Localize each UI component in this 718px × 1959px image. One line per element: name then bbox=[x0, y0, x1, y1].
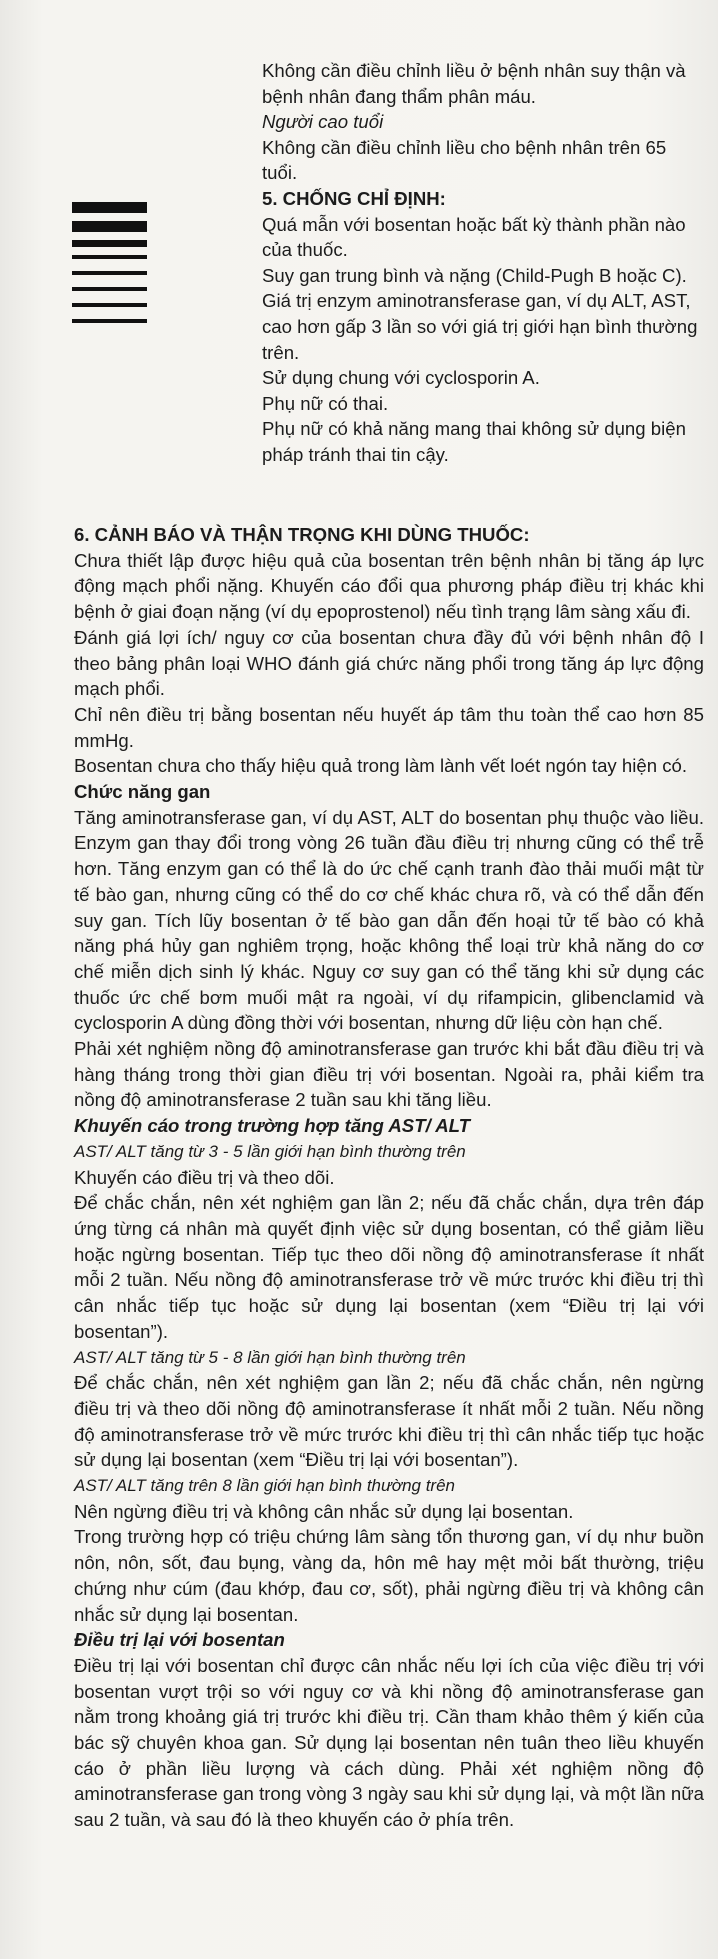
section5-title: 5. CHỐNG CHỈ ĐỊNH: bbox=[262, 187, 446, 209]
contraindication-item: Giá trị enzym aminotransferase gan, ví dụ ALT, AST, cao hơn gấp 3 lần so với giá trị giới hạn bình thường trên. bbox=[262, 290, 698, 363]
contraindication-item: Phụ nữ có thai. bbox=[262, 392, 389, 414]
marker-bar bbox=[72, 271, 147, 275]
paragraph: Trong trường hợp có triệu chứng lâm sàng tổn thương gan, ví dụ như buồn nôn, nôn, sốt, đau bụng, vàng da, hôn mê hay mệt mỏi bất thường, triệu chứng như cúm (đau khớp, đau cơ, sốt), phải ngừng điều trị và không cân nhắc sử dụng lại bosentan. bbox=[74, 1526, 704, 1625]
paragraph: Chỉ nên điều trị bằng bosentan nếu huyết áp tâm thu toàn thể cao hơn 85 mmHg. bbox=[74, 703, 704, 751]
subheading: AST/ ALT tăng từ 5 - 8 lần giới hạn bình thường trên bbox=[74, 1347, 466, 1367]
retreatment-heading: Điều trị lại với bosentan bbox=[74, 1629, 285, 1651]
marker-bar bbox=[72, 240, 147, 247]
paragraph: Khuyến cáo điều trị và theo dõi. bbox=[74, 1166, 335, 1188]
dosage-and-contraindications-block bbox=[262, 58, 702, 468]
paragraph: Nên ngừng điều trị và không cân nhắc sử dụng lại bosentan. bbox=[74, 1500, 574, 1522]
liver-function-heading: Chức năng gan bbox=[74, 781, 211, 803]
marker-bar bbox=[72, 287, 147, 291]
edge-marker-bars bbox=[72, 202, 147, 335]
paragraph: Để chắc chắn, nên xét nghiệm gan lần 2; nếu đã chắc chắn, nên ngừng điều trị và theo dõi nồng độ aminotransferase ít nhất mỗi 2 tuần. Nếu nồng độ aminotransferase trở về mức trước khi điều trị thì cân nhắc tiếp tục hoặc sử dụng lại bosentan (xem “Điều trị lại với bosentan”). bbox=[74, 1372, 704, 1471]
elderly-heading: Người cao tuổi bbox=[262, 111, 384, 133]
elderly-text: Không cần điều chỉnh liều cho bệnh nhân trên 65 tuổi. bbox=[262, 136, 667, 184]
marker-bar bbox=[72, 303, 147, 307]
recommendation-heading: Khuyến cáo trong trường hợp tăng AST/ ALT bbox=[74, 1115, 470, 1137]
section6-title: 6. CẢNH BÁO VÀ THẬN TRỌNG KHI DÙNG THUỐC: bbox=[74, 524, 530, 545]
contraindication-item: Phụ nữ có khả năng mang thai không sử dụng biện pháp tránh thai tin cậy. bbox=[262, 418, 686, 465]
paragraph: Phải xét nghiệm nồng độ aminotransferase gan trước khi bắt đầu điều trị và hàng tháng trong thời gian điều trị với bosentan. Ngoài ra, phải kiểm tra nồng độ aminotransferase 2 tuần sau khi tăng liều. bbox=[74, 1038, 704, 1111]
paragraph: Đánh giá lợi ích/ nguy cơ của bosentan chưa đầy đủ với bệnh nhân độ I theo bảng phân loại WHO đánh giá chức năng phổi trong tăng áp lực động mạch phổi. bbox=[74, 626, 704, 700]
section6-warnings bbox=[74, 522, 704, 1833]
subheading: AST/ ALT tăng từ 3 - 5 lần giới hạn bình thường trên bbox=[74, 1141, 466, 1161]
paragraph: Để chắc chắn, nên xét nghiệm gan lần 2; nếu đã chắc chắn, dựa trên đáp ứng từng cá nhân mà quyết định việc sử dụng bosentan, có thể giảm liều hoặc ngừng bosentan. Tiếp tục theo dõi nồng độ aminotransferase ít nhất mỗi 2 tuần. Nếu nồng độ aminotransferase trở về mức trước khi điều trị thì cân nhắc tiếp tục hoặc sử dụng lại bosentan (xem “Điều trị lại với bosentan”). bbox=[74, 1192, 704, 1342]
subheading: AST/ ALT tăng trên 8 lần giới hạn bình thường trên bbox=[74, 1476, 455, 1496]
paragraph: Chưa thiết lập được hiệu quả của bosentan trên bệnh nhân bị tăng áp lực động mạch phổi nặng. Khuyến cáo đổi qua phương pháp điều trị khác khi bệnh ở giai đoạn nặng (ví dụ epoprostenol) nếu tình trạng lâm sàng xấu đi. bbox=[74, 549, 704, 623]
renal-text: Không cần điều chỉnh liều ở bệnh nhân suy thận và bệnh nhân đang thẩm phân máu. bbox=[262, 60, 686, 107]
marker-bar bbox=[72, 255, 147, 259]
paragraph: Tăng aminotransferase gan, ví dụ AST, ALT do bosentan phụ thuộc vào liều. Enzym gan thay đổi trong vòng 26 tuần đầu điều trị nhưng cũng có thể trễ hơn. Tăng enzym gan có thể là do ức chế cạnh tranh đào thải muối mật từ tế bào gan, nhưng cũng có thể do cơ chế khác chưa rõ, và có thể dẫn đến suy gan. Tích lũy bosentan ở tế bào gan dẫn đến hoại tử tế bào có khả năng phá hủy gan nghiêm trọng, hoặc không thể loại trừ khả năng do cơ chế miễn dịch sinh lý khác. Nguy cơ suy gan có thể tăng khi sử dụng các thuốc ức chế bơm muối mật ra ngoài, ví dụ rifampicin, glibenclamid và cyclosporin A dùng đồng thời với bosentan, nhưng dữ liệu còn hạn chế. bbox=[74, 806, 704, 1034]
contraindication-item: Quá mẫn với bosentan hoặc bất kỳ thành phần nào của thuốc. bbox=[262, 213, 686, 261]
contraindication-item: Sử dụng chung với cyclosporin A. bbox=[262, 367, 540, 389]
marker-bar bbox=[72, 221, 147, 232]
marker-bar bbox=[72, 319, 147, 323]
marker-bar bbox=[72, 202, 147, 213]
contraindication-item: Suy gan trung bình và nặng (Child-Pugh B hoặc C). bbox=[262, 264, 687, 286]
paragraph: Điều trị lại với bosentan chỉ được cân nhắc nếu lợi ích của việc điều trị với bosentan vượt trội so với nguy cơ và khi nồng độ aminotransferase gan nằm trong khoảng giá trị trước khi điều trị. Cần tham khảo thêm ý kiến của bác sỹ chuyên khoa gan. Sử dụng lại bosentan nên tuân theo liều khuyến cáo ở phần liều lượng và cách dùng. Phải xét nghiệm nồng độ aminotransferase gan trong vòng 3 ngày sau khi sử dụng lại, và một lần nữa sau 2 tuần, và sau đó là theo khuyến cáo ở phía trên. bbox=[74, 1654, 704, 1831]
paragraph: Bosentan chưa cho thấy hiệu quả trong làm lành vết loét ngón tay hiện có. bbox=[74, 755, 688, 777]
